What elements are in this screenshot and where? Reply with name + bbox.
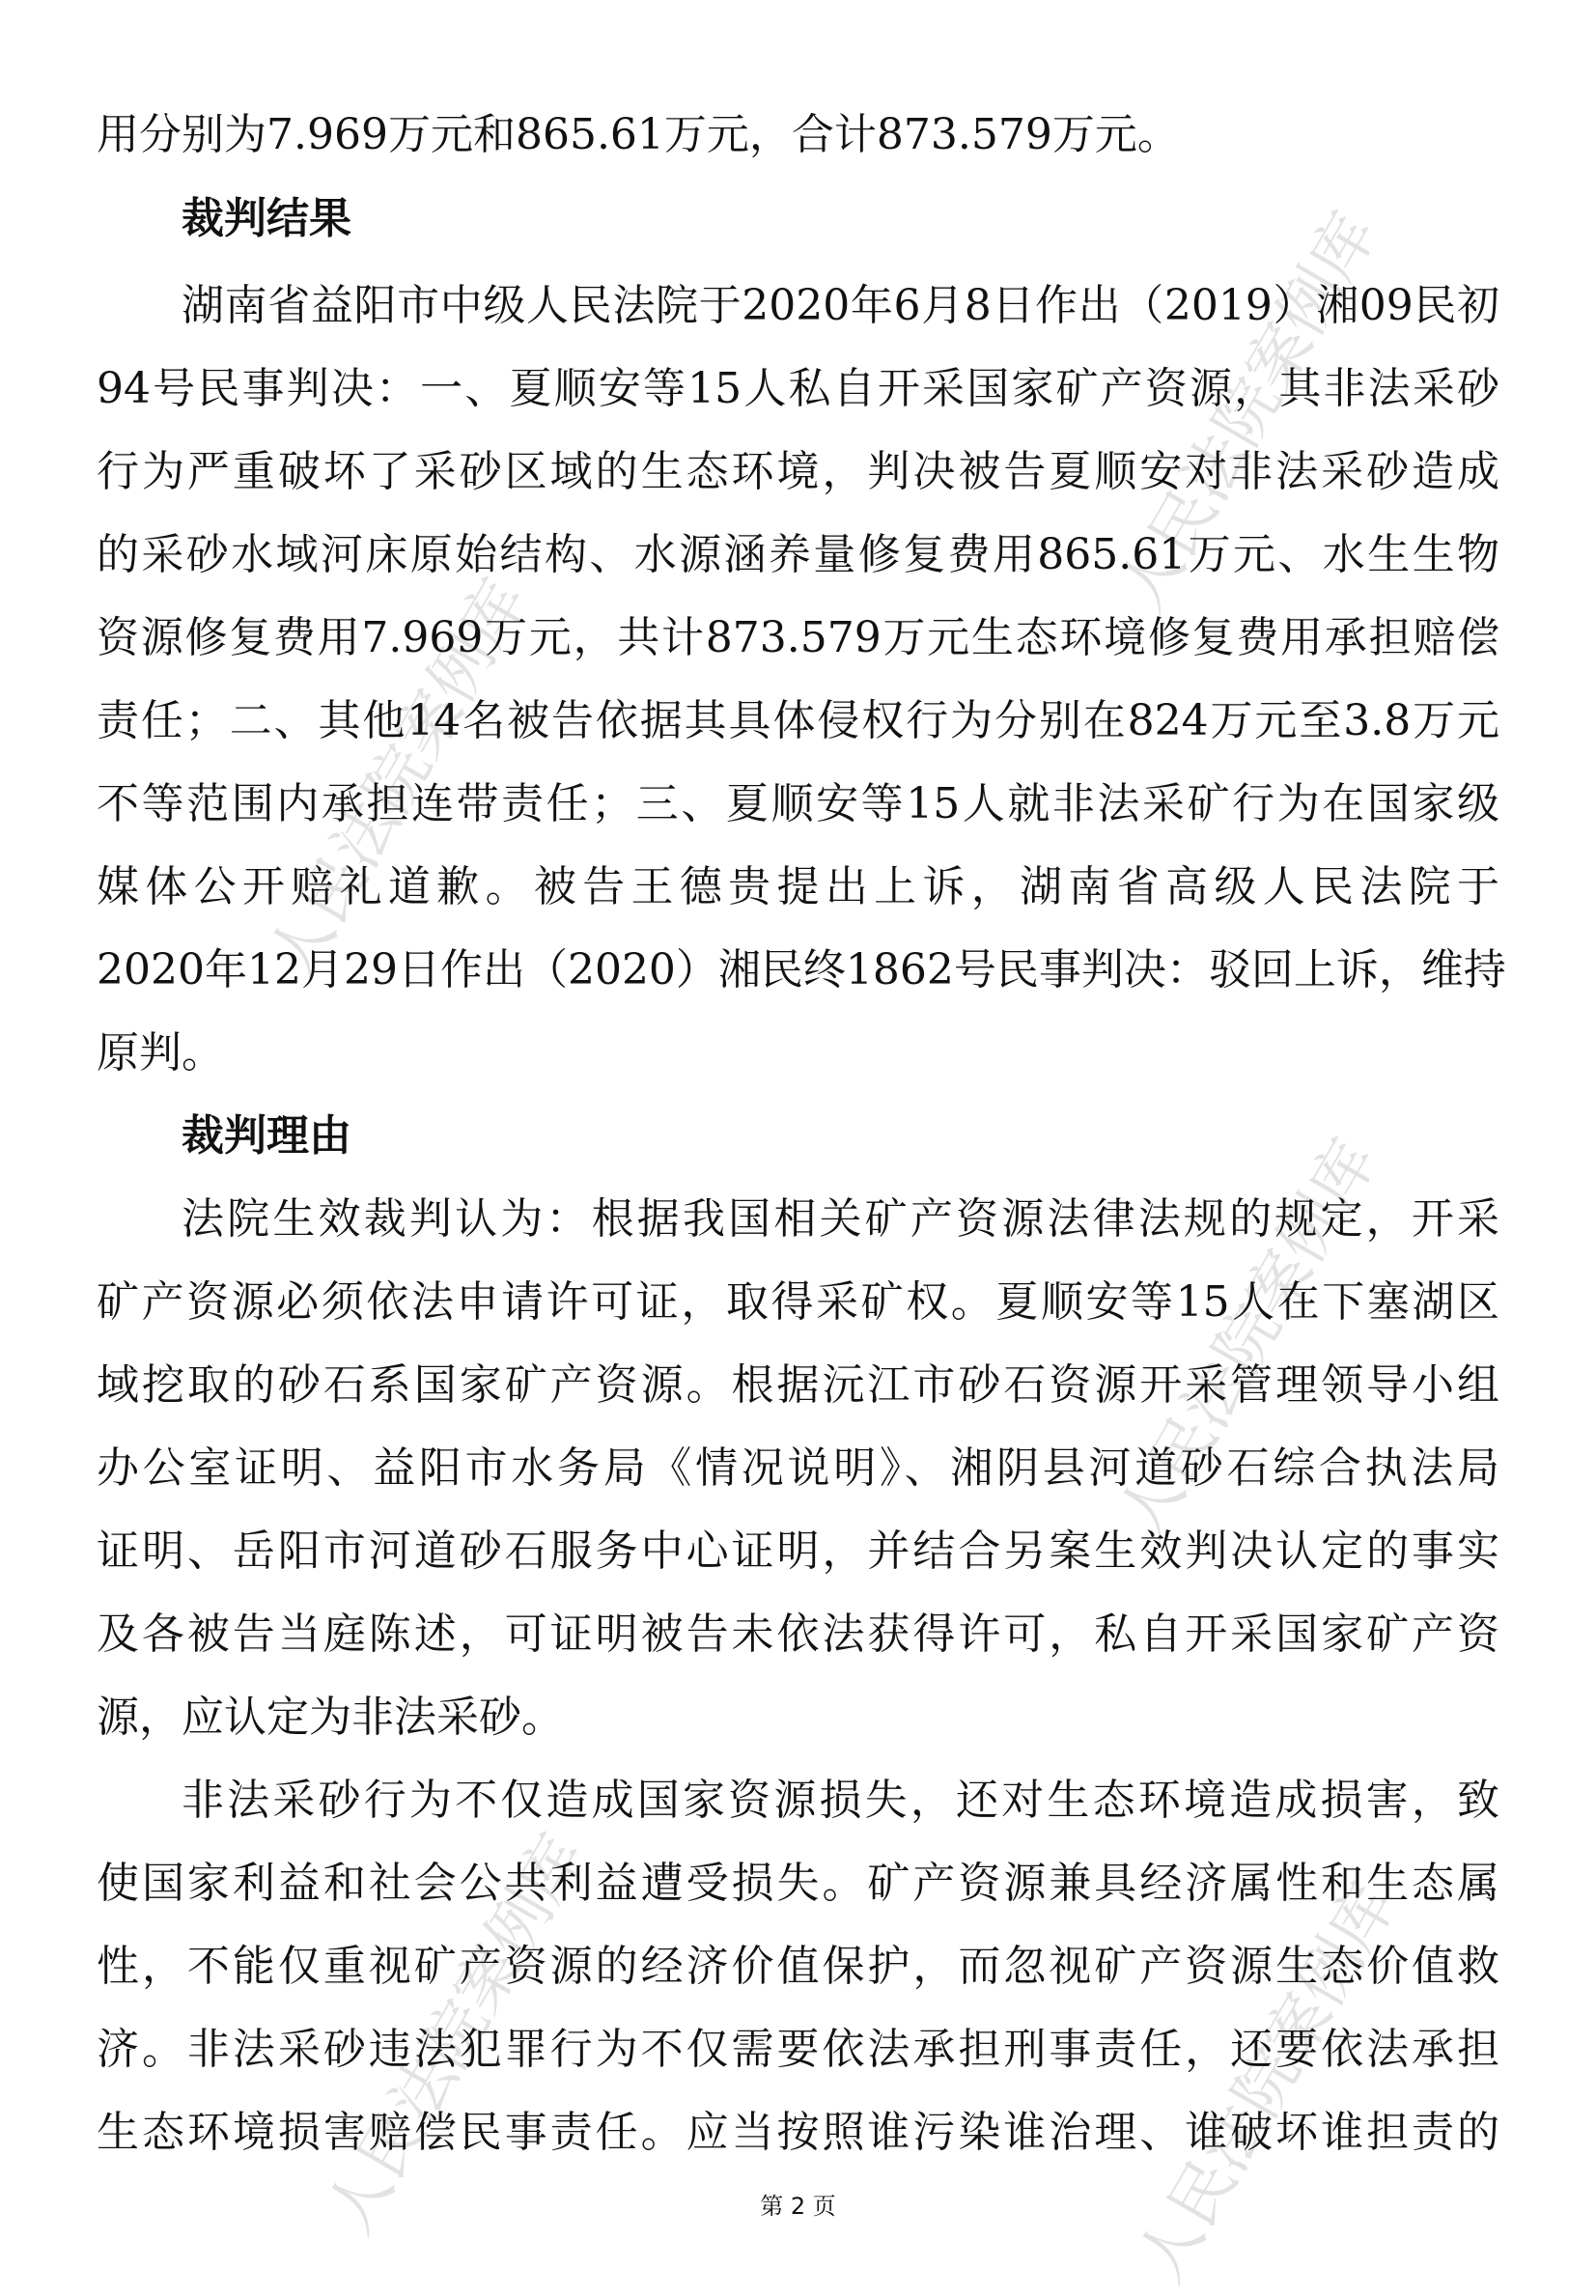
text-line: 资源修复费用7.969万元，共计873.579万元生态环境修复费用承担赔偿 (97, 613, 1499, 662)
text-line: 矿产资源必须依法申请许可证，取得采矿权。夏顺安等15人在下塞湖区 (97, 1277, 1499, 1327)
text-line: 域挖取的砂石系国家矿产资源。根据沅江市砂石资源开采管理领导小组 (97, 1360, 1499, 1410)
text-line: 2020年12月29日作出（2020）湘民终1862号民事判决：驳回上诉，维持 (97, 945, 1506, 994)
text-line: 的采砂水域河床原始结构、水源涵养量修复费用865.61万元、水生生物 (97, 530, 1499, 579)
watermark: 人民法院案例库 (311, 1822, 600, 2246)
text-line: 非法采砂行为不仅造成国家资源损失，还对生态环境造成损害，致 (182, 1776, 1499, 1825)
text-line: 湖南省益阳市中级人民法院于2020年6月8日作出（2019）湘09民初 (182, 281, 1499, 330)
text-line: 用分别为7.969万元和865.61万元，合计873.579万元。 (97, 110, 1180, 159)
text-line: 行为严重破坏了采砂区域的生态环境，判决被告夏顺安对非法采砂造成 (97, 447, 1499, 496)
text-line: 94号民事判决：一、夏顺安等15人私自开采国家矿产资源，其非法采砂 (97, 364, 1499, 413)
watermark: 人民法院案例库 (1122, 1870, 1411, 2294)
text-line: 生态环境损害赔偿民事责任。应当按照谁污染谁治理、谁破坏谁担责的 (97, 2108, 1499, 2157)
text-line: 证明、岳阳市河道砂石服务中心证明，并结合另案生效判决认定的事实 (97, 1526, 1499, 1576)
text-line: 及各被告当庭陈述，可证明被告未依法获得许可，私自开采国家矿产资 (97, 1610, 1499, 1659)
text-line: 不等范围内承担连带责任；三、夏顺安等15人就非法采矿行为在国家级 (97, 779, 1499, 828)
text-line: 原判。 (97, 1028, 224, 1078)
text-line: 办公室证明、益阳市水务局《情况说明》、湘阴县河道砂石综合执法局 (97, 1443, 1499, 1493)
watermark: 人民法院案例库 (1103, 200, 1391, 624)
text-line: 性，不能仅重视矿产资源的经济价值保护，而忽视矿产资源生态价值救 (97, 1942, 1499, 1991)
text-line: 济。非法采砂违法犯罪行为不仅需要依法承担刑事责任，还要依法承担 (97, 2025, 1499, 2074)
page-number: 第 2 页 (760, 2193, 836, 2220)
text-line: 源，应认定为非法采砂。 (97, 1693, 564, 1742)
watermark: 人民法院案例库 (1103, 1127, 1391, 1551)
watermark: 人民法院案例库 (253, 567, 542, 991)
section-heading-reason: 裁判理由 (182, 1111, 351, 1161)
text-line: 责任；二、其他14名被告依据其具体侵权行为分别在824万元至3.8万元 (97, 696, 1499, 745)
text-line: 使国家利益和社会公共利益遭受损失。矿产资源兼具经济属性和生态属 (97, 1859, 1499, 1908)
section-heading-result: 裁判结果 (182, 194, 351, 243)
text-line: 媒体公开赔礼道歉。被告王德贵提出上诉，湖南省高级人民法院于 (97, 862, 1499, 911)
text-line: 法院生效裁判认为：根据我国相关矿产资源法律法规的规定，开采 (182, 1194, 1499, 1244)
